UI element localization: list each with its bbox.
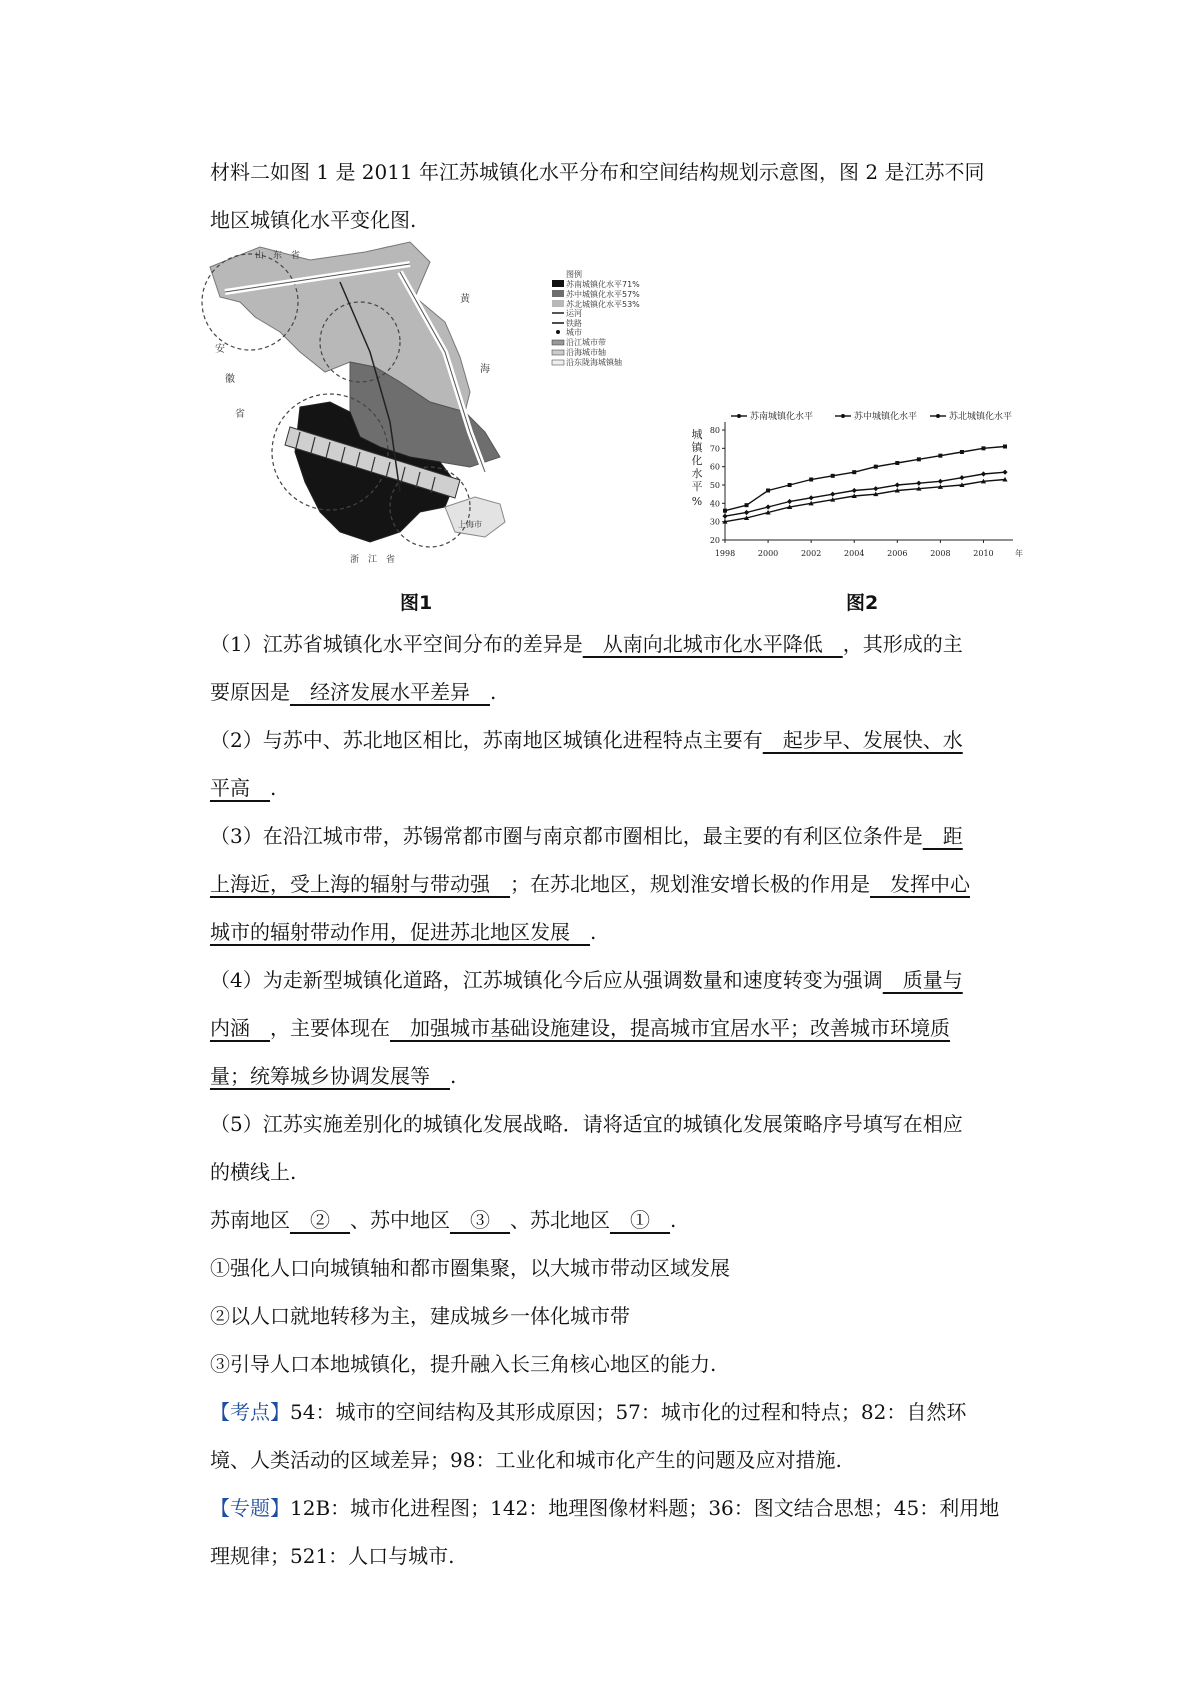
data-point: [766, 489, 770, 493]
fill-mid-label: 、苏中地区: [350, 1208, 450, 1232]
kaodian-line-2: 境、人类活动的区域差异；98：工业化和城市化产生的问题及应对措施.: [210, 1448, 842, 1472]
y-tick-label: 40: [709, 499, 720, 509]
legend-swatch-south: [552, 280, 564, 287]
fill-north-answer: ①: [610, 1208, 670, 1232]
data-point: [1002, 470, 1007, 475]
x-tick-label: 1998: [714, 549, 736, 558]
legend-series-name: 苏北城镇化水平: [949, 412, 1013, 422]
data-point: [873, 486, 878, 491]
data-point: [916, 481, 921, 486]
legend-longhai-icon: [552, 360, 564, 365]
q5-text-a: （5）江苏实施差别化的城镇化发展战略．请将适宜的城镇化发展策略序号填写在相应: [210, 1112, 963, 1136]
data-point: [722, 514, 727, 519]
question-5: [210, 1100, 1020, 1196]
legend-label-longhai: 沿东陇海城镇轴: [566, 358, 622, 367]
strategy-options: [210, 1244, 1020, 1388]
data-point: [981, 446, 985, 450]
data-point: [788, 483, 792, 487]
label-sea: 海: [480, 364, 490, 375]
label-zhejiang: 浙 江 省: [350, 555, 396, 565]
y-axis-label-char: 城: [691, 428, 703, 441]
zhuanti-line-2: 理规律；521：人口与城市.: [210, 1544, 455, 1568]
data-point: [981, 471, 986, 476]
q2-answer-1a: 起步早、发展快、水: [762, 728, 963, 752]
q4-answer-1b: 内涵: [210, 1016, 270, 1040]
y-axis-label-char: 化: [691, 454, 703, 467]
legend-label-canal: 运河: [566, 309, 582, 318]
q1-answer-2: 经济发展水平差异: [290, 680, 490, 704]
data-point: [809, 478, 813, 482]
data-point: [744, 510, 749, 515]
q5-text-b: 的横线上.: [210, 1160, 297, 1184]
x-axis-unit: 年: [1015, 549, 1023, 558]
legend-swatch-north: [552, 300, 564, 307]
legend-series-name: 苏南城镇化水平: [750, 412, 814, 422]
shanghai-area: [445, 497, 505, 537]
q3-answer-1b: 上海近，受上海的辐射与带动强: [210, 872, 510, 896]
data-point: [745, 503, 749, 507]
x-tick-label: 2004: [844, 549, 865, 558]
legend-coastal-icon: [552, 350, 564, 355]
y-axis-unit: %: [691, 495, 703, 508]
data-point: [765, 504, 770, 509]
zhuanti-line-1: 12B：城市化进程图；142：地理图像材料题；36：图文结合思想；45：利用地: [290, 1496, 1000, 1520]
kaodian-line-1: 54：城市的空间结构及其形成原因；57：城市化的过程和特点；82：自然环: [290, 1400, 967, 1424]
q3-answer-2b: 城市的辐射带动作用，促进苏北地区发展: [210, 920, 590, 944]
data-point: [809, 495, 814, 500]
data-point: [830, 492, 835, 497]
legend-marker: [936, 414, 940, 418]
data-point: [874, 465, 878, 469]
question-1: [210, 620, 1020, 716]
option-2: ②以人口就地转移为主，建成城乡一体化城市带: [210, 1304, 630, 1328]
q3-text-g: .: [590, 920, 597, 944]
legend-label-city: 城市: [566, 328, 582, 337]
data-point: [917, 457, 921, 461]
map-legend: [552, 270, 672, 380]
y-tick-label: 20: [709, 536, 720, 545]
chart-axis-lines: [725, 422, 1013, 540]
fill-end: .: [670, 1208, 677, 1232]
q4-text-g: .: [450, 1064, 457, 1088]
legend-label-belt: 沿江城市带: [566, 338, 606, 347]
kaodian-tag: 【考点】: [210, 1400, 290, 1424]
label-an: 安: [215, 344, 225, 355]
fill-mid-answer: ③: [450, 1208, 510, 1232]
y-axis-label-char: 镇: [691, 441, 703, 454]
data-point: [959, 475, 964, 480]
kaodian-section: [210, 1388, 1020, 1484]
q2-text-a: （2）与苏中、苏北地区相比，苏南地区城镇化进程特点主要有: [210, 728, 763, 752]
urbanization-line-chart: [685, 408, 1023, 573]
q4-text-d: ，主要体现在: [270, 1016, 390, 1040]
intro-line-2: 地区城镇化水平变化图.: [210, 208, 417, 232]
label-yellow: 黄: [460, 294, 470, 305]
q2-answer-1b: 平高: [210, 776, 270, 800]
zhuanti-section: [210, 1484, 1020, 1580]
y-axis-label-char: 平: [691, 480, 703, 493]
option-1: ①强化人口向城镇轴和都市圈集聚，以大城市带动区域发展: [210, 1256, 730, 1280]
data-point: [938, 479, 943, 484]
y-tick-label: 50: [709, 481, 720, 490]
legend-marker: [841, 414, 845, 418]
data-point: [723, 509, 727, 513]
data-point: [895, 461, 899, 465]
x-tick-label: 2006: [887, 549, 908, 558]
q4-text-a: （4）为走新型城镇化道路，江苏城镇化今后应从强调数量和速度转变为强调: [210, 968, 883, 992]
q1-text-c: ，其形成的主: [842, 632, 963, 656]
legend-belt-icon: [552, 340, 564, 345]
legend-series-name: 苏中城镇化水平: [854, 412, 918, 422]
label-hui: 徽: [225, 374, 235, 385]
figure-1-caption: 图1: [400, 592, 433, 614]
question-3: [210, 812, 1020, 956]
q3-answer-2a: 发挥中心: [870, 872, 970, 896]
y-tick-label: 70: [709, 444, 720, 454]
label-shandong: 山 东 省: [255, 251, 301, 261]
y-tick-label: 60: [709, 462, 720, 472]
intro-line-1: 材料二如图 1 是 2011 年江苏城镇化水平分布和空间结构规划示意图，图 2 是江苏不同: [210, 160, 985, 184]
chart-legend: [731, 410, 1012, 422]
fill-south-label: 苏南地区: [210, 1208, 290, 1232]
q1-answer-1: 从南向北城市化水平降低: [582, 632, 843, 656]
data-point: [831, 474, 835, 478]
fill-south-answer: ②: [290, 1208, 350, 1232]
data-point: [1003, 445, 1007, 449]
legend-swatch-mid: [552, 290, 564, 297]
data-point: [938, 454, 942, 458]
y-tick-label: 80: [709, 426, 720, 435]
option-3: ③引导人口本地城镇化，提升融入长三角核心地区的能力.: [210, 1352, 717, 1376]
data-point: [852, 470, 856, 474]
x-tick-label: 2008: [930, 549, 951, 558]
q4-answer-2a: 加强城市基础设施建设，提高城市宜居水平；改善城市环境质: [390, 1016, 950, 1040]
q1-text-a: （1）江苏省城镇化水平空间分布的差异是: [210, 632, 583, 656]
fill-north-label: 、苏北地区: [510, 1208, 610, 1232]
q4-answer-2b: 量；统筹城乡协调发展等: [210, 1064, 450, 1088]
data-point: [852, 488, 857, 493]
y-tick-label: 30: [709, 517, 720, 527]
legend-label-north: 苏北城镇化水平53%: [566, 300, 640, 309]
intro-paragraph: [210, 148, 1020, 244]
figure-2-caption: 图2: [846, 592, 879, 614]
chart-series: [722, 445, 1007, 524]
x-tick-label: 2010: [973, 549, 994, 558]
data-point: [960, 450, 964, 454]
question-4: [210, 956, 1020, 1100]
q1-text-f: .: [490, 680, 497, 704]
y-axis-label-char: 水: [691, 467, 703, 480]
question-2: [210, 716, 1020, 812]
x-tick-label: 2002: [800, 549, 822, 558]
legend-label-mid: 苏中城镇化水平57%: [566, 290, 640, 299]
data-point: [895, 482, 900, 487]
legend-marker: [737, 414, 741, 418]
q2-text-d: .: [270, 776, 277, 800]
legend-city-icon: [556, 330, 560, 334]
q4-answer-1a: 质量与: [882, 968, 963, 992]
legend-label-railway: 铁路: [566, 319, 582, 328]
fill-in-line: [210, 1196, 1020, 1244]
q3-answer-1a: 距: [922, 824, 963, 848]
legend-title: 图例: [566, 270, 582, 279]
q3-text-a: （3）在沿江城市带，苏锡常都市圈与南京都市圈相比，最主要的有利区位条件是: [210, 824, 923, 848]
label-shanghai: 上海市: [458, 520, 482, 529]
legend-label-south: 苏南城镇化水平71%: [566, 280, 640, 289]
x-tick-label: 2000: [757, 549, 779, 558]
label-sheng: 省: [235, 409, 245, 420]
q1-text-d: 要原因是: [210, 680, 290, 704]
zhuanti-tag: 【专题】: [210, 1496, 290, 1520]
legend-label-coastal: 沿海城市轴: [566, 348, 606, 357]
q3-text-d: ；在苏北地区，规划淮安增长极的作用是: [510, 872, 870, 896]
data-point: [787, 499, 792, 504]
